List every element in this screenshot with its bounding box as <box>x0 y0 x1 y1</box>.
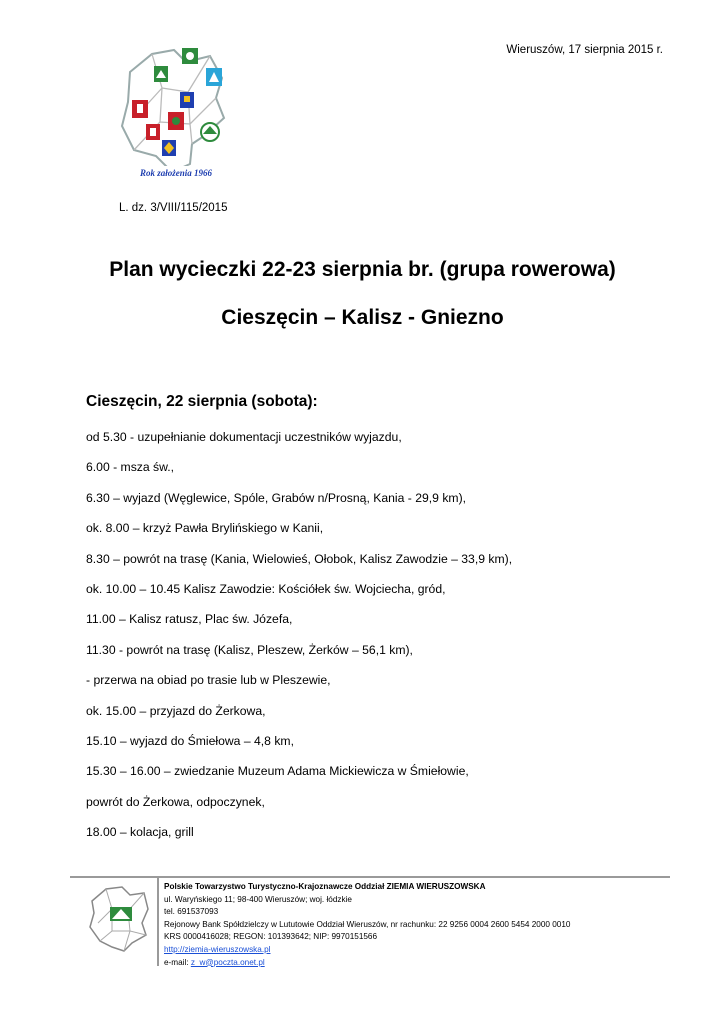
document-subtitle: Cieszęcin – Kalisz - Gniezno <box>221 306 504 329</box>
schedule-item: 15.30 – 16.00 – zwiedzanie Muzeum Adama Mickiewicza w Śmiełowie, <box>86 764 469 779</box>
footer-contact <box>164 881 570 969</box>
schedule-item: 11.30 - powrót na trasę (Kalisz, Pleszew, Żerków – 56,1 km), <box>86 642 413 657</box>
schedule-item: ok. 15.00 – przyjazd do Żerkowa, <box>86 703 266 718</box>
schedule-item: ok. 10.00 – 10.45 Kalisz Zawodzie: Kościółek św. Wojciecha, gród, <box>86 581 446 596</box>
footer-phone: tel. 691537093 <box>164 907 219 917</box>
schedule-item: 6.00 - msza św., <box>86 460 175 475</box>
schedule-item: powrót do Żerkowa, odpoczynek, <box>86 794 265 809</box>
reference-number: L. dz. 3/VIII/115/2015 <box>119 202 228 214</box>
schedule-list <box>86 429 512 854</box>
footer-bank: Rejonowy Bank Spółdzielczy w Lututowie Oddział Wieruszów, nr rachunku: 22 9256 0004 2600 5454 2000 0010 <box>164 919 571 929</box>
footer-email-link[interactable]: z_w@poczta.onet.pl <box>190 957 265 967</box>
schedule-item: od 5.30 - uzupełnianie dokumentacji uczestników wyjazdu, <box>86 430 402 444</box>
schedule-item: 8.30 – powrót na trasę (Kania, Wielowieś, Ołobok, Kalisz Zawodzie – 33,9 km), <box>86 551 513 566</box>
day-heading: Cieszęcin, 22 sierpnia (sobota): <box>86 393 318 410</box>
document-date: Wieruszów, 17 sierpnia 2015 r. <box>506 44 663 56</box>
logo-year-text: Rok założenia 1966 <box>139 168 213 178</box>
schedule-item: 15.10 – wyjazd do Śmiełowa – 4,8 km, <box>86 733 294 748</box>
footer-org-name: Polskie Towarzystwo Turystyczno-Krajoznawcze Oddział ZIEMIA WIERUSZOWSKA <box>164 882 486 891</box>
footer-address: ul. Waryńskiego 11; 98-400 Wieruszów; woj. łódzkie <box>164 894 352 904</box>
schedule-item: - przerwa na obiad po trasie lub w Pleszewie, <box>86 673 331 688</box>
footer-website-link[interactable]: http://ziemia-wieruszowska.pl <box>164 944 271 954</box>
pttk-district-logo <box>112 40 244 188</box>
schedule-item: ok. 8.00 – krzyż Pawła Brylińskiego w Kanii, <box>86 521 324 536</box>
schedule-item: 11.00 – Kalisz ratusz, Plac św. Józefa, <box>86 612 293 627</box>
footer-email-label: e-mail: <box>164 957 191 967</box>
footer-registry: KRS 0000416028; REGON: 101393642; NIP: 9970151566 <box>164 932 378 942</box>
schedule-item: 18.00 – kolacja, grill <box>86 825 194 840</box>
schedule-item: 6.30 – wyjazd (Węglewice, Spóle, Grabów n/Prosną, Kania - 29,9 km), <box>86 490 467 505</box>
document-title: Plan wycieczki 22-23 sierpnia br. (grupa rowerowa) <box>109 258 616 281</box>
footer-divider <box>70 876 670 878</box>
footer-vertical-divider <box>157 878 159 966</box>
footer-logo <box>84 883 152 953</box>
